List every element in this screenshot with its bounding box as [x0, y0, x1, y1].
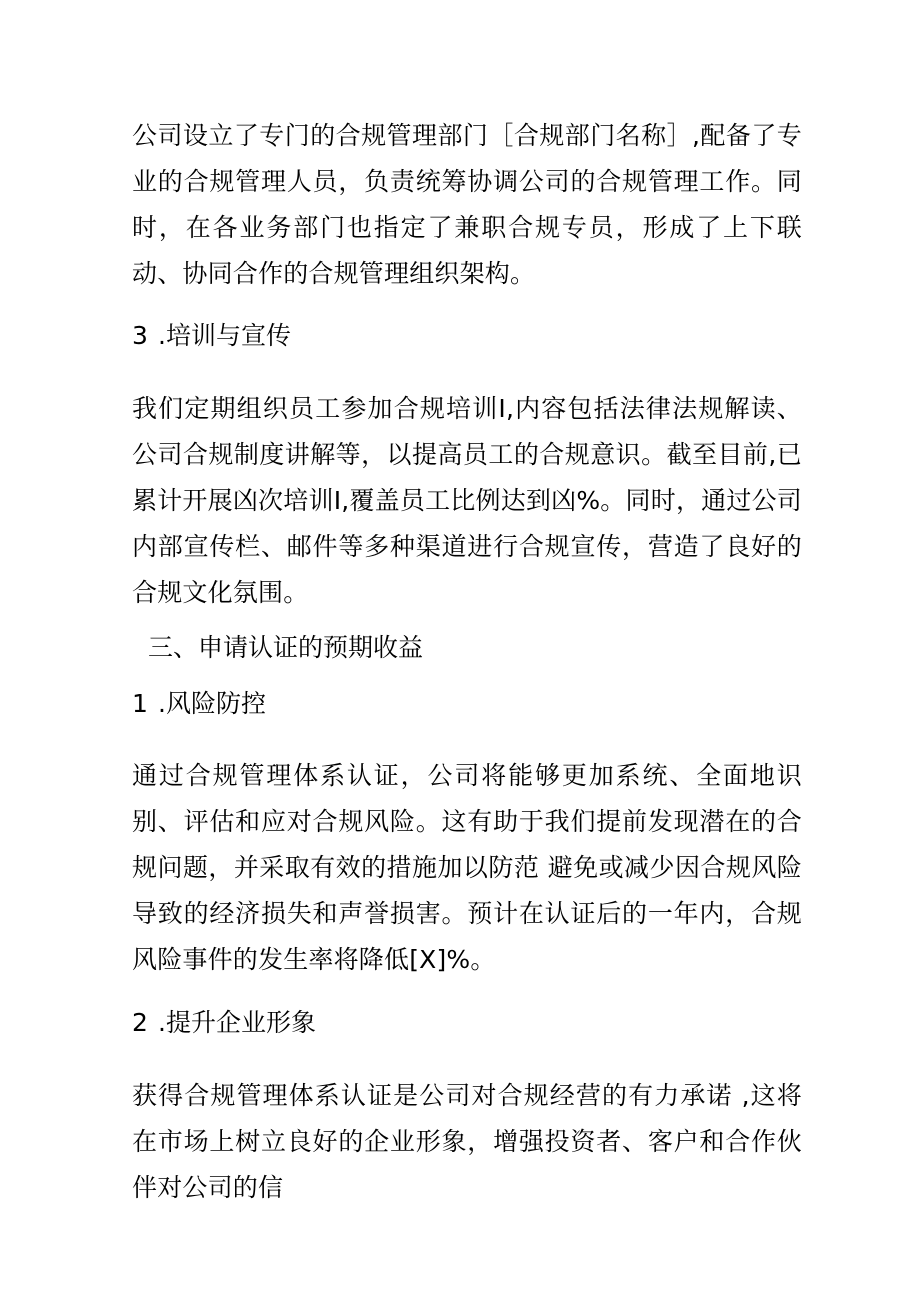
paragraph-risk-control: 通过合规管理体系认证，公司将能够更加系统、全面地识别、评估和应对合规风险。这有助于我们提前发现潜在的合规问题，并采取有效的措施加以防范 避免或减少因合规风险导致的经济损失和声誉损害。预计在认证后的一年内，合规风险事件的发生率将降低[X]%。 [132, 761, 802, 974]
heading-corporate-image [132, 1003, 316, 1043]
heading-number: 3 [132, 321, 148, 350]
heading-number: 2 [132, 1008, 148, 1037]
paragraph-org-structure: 公司设立了专门的合规管理部门［合规部门名称］,配备了专业的合规管理人员，负责统筹协调公司的合规管理工作。同时，在各业务部门也指定了兼职合规专员，形成了上下联动、协同合作的合规管理组织架构。 [132, 121, 802, 288]
heading-text: .提升企业形象 [158, 1008, 316, 1037]
heading-number: 1 [132, 689, 148, 718]
section-title-expected-benefits: 三、申请认证的预期收益 [148, 633, 424, 662]
paragraph-corporate-image: 获得合规管理体系认证是公司对合规经营的有力承诺 ,这将在市场上树立良好的企业形象，增强投资者、客户和合作伙伴对公司的信 [132, 1081, 802, 1202]
heading-text: .风险防控 [158, 689, 266, 718]
heading-text: .培训与宣传 [158, 321, 291, 350]
paragraph-training: 我们定期组织员工参加合规培训I,内容包括法律法规解读、公司合规制度讲解等，以提高员工的合规意识。截至目前,已累计开展凶次培训I,覆盖员工比例达到凶%。同时，通过公司内部宣传栏、邮件等多种渠道进行合规宣传，营造了良好的合规文化氛围。 [132, 394, 802, 607]
heading-training-promotion [132, 316, 291, 356]
heading-risk-control [132, 684, 266, 724]
